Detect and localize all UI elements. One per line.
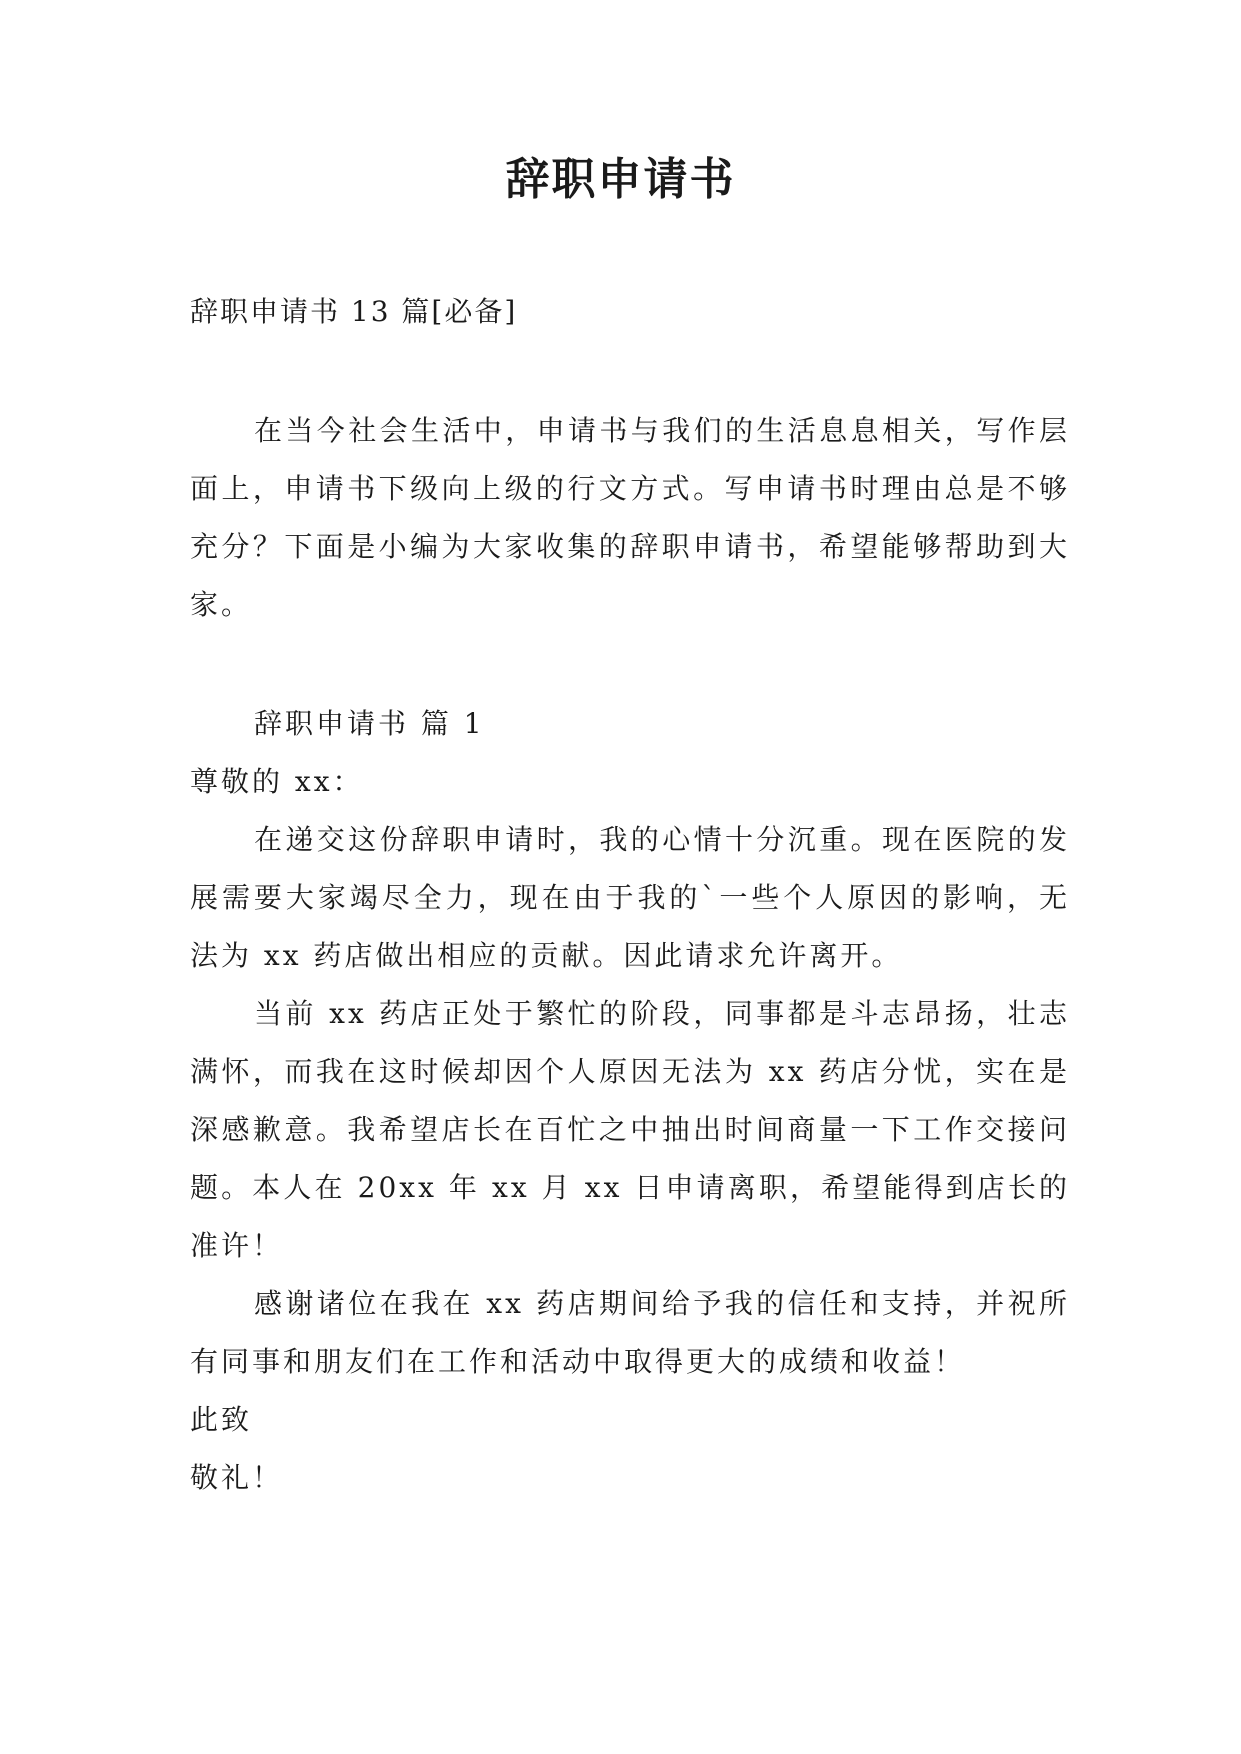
- letter-body: [190, 695, 1070, 1507]
- document-title: 辞职申请书: [505, 154, 736, 205]
- section-heading: 辞职申请书 篇 1: [254, 707, 485, 740]
- salutation: 尊敬的 xx：: [190, 765, 364, 798]
- intro-text: 在当今社会生活中，申请书与我们的生活息息相关，写作层面上，申请书下级向上级的行文方式。写申请书时理由总是不够充分？下面是小编为大家收集的辞职申请书，希望能够帮助到大家。: [190, 414, 1070, 621]
- closing-salute: 敬礼！: [190, 1461, 284, 1494]
- body-paragraph: 当前 xx 药店正处于繁忙的阶段，同事都是斗志昂扬，壮志满怀，而我在这时候却因个人原因无法为 xx 药店分忧，实在是深感歉意。我希望店长在百忙之中抽出时间商量一下工作交接问题。本人在 20xx 年 xx 月 xx 日申请离职，希望能得到店长的准许！: [190, 997, 1070, 1262]
- intro-paragraph: [190, 402, 1070, 634]
- document-subtitle: 辞职申请书 13 篇[必备]: [190, 295, 518, 328]
- body-paragraph: 在递交这份辞职申请时，我的心情十分沉重。现在医院的发展需要大家竭尽全力，现在由于我的`一些个人原因的影响，无法为 xx 药店做出相应的贡献。因此请求允许离开。: [190, 823, 1070, 972]
- closing-line: 此致: [190, 1403, 253, 1436]
- body-paragraph: 感谢诸位在我在 xx 药店期间给予我的信任和支持，并祝所有同事和朋友们在工作和活动中取得更大的成绩和收益！: [190, 1287, 1070, 1378]
